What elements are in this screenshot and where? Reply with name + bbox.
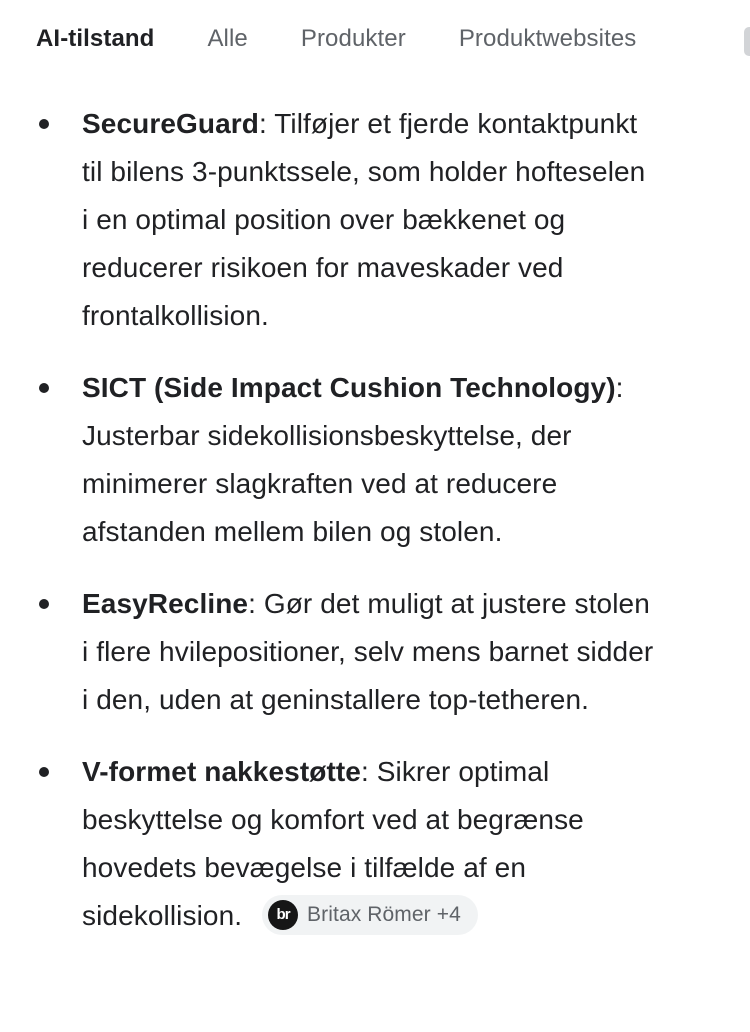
tab-produkter[interactable]: Produkter	[300, 25, 406, 52]
tab-bar	[0, 0, 750, 53]
bullet-icon	[39, 119, 49, 129]
feature-description: : Justerbar sidekollisionsbeskyttelse, der minimerer slagkraften ved at reducere afstanden mellem bilen og stolen.	[82, 372, 624, 547]
feature-bullet-list	[0, 100, 750, 940]
feature-description: : Sikrer optimal beskyttelse og komfort ved at begrænse hovedets bevægelse i tilfælde af en sidekollision.	[82, 756, 584, 931]
feature-description: : Gør det muligt at justere stolen i flere hvilepositioner, selv mens barnet sidder i den, uden at geninstallere top-tetheren.	[82, 588, 654, 715]
tab-alle[interactable]: Alle	[207, 25, 248, 52]
feature-term: SICT (Side Impact Cushion Technology)	[82, 372, 616, 403]
list-item	[36, 580, 656, 724]
list-item	[36, 364, 656, 556]
bullet-icon	[39, 383, 49, 393]
tab-produktwebsites[interactable]: Produktwebsites	[458, 25, 637, 52]
citation-label: Britax Römer +4	[307, 902, 461, 926]
list-item	[36, 100, 656, 340]
bullet-icon	[39, 767, 49, 777]
britax-logo-icon: br	[268, 900, 298, 930]
bullet-icon	[39, 599, 49, 609]
feature-term: EasyRecline	[82, 588, 249, 619]
feature-term: SecureGuard	[82, 108, 259, 139]
list-item	[36, 748, 656, 940]
tab-ai-tilstand[interactable]: AI-tilstand	[36, 25, 155, 52]
feature-description: : Tilføjer et fjerde kontaktpunkt til bilens 3-punktssele, som holder hofteselen i en optimal position over bækkenet og reducerer risikoen for maveskader ved frontalkollision.	[82, 108, 646, 331]
feature-term: V-formet nakkestøtte	[82, 756, 361, 787]
clipped-next-tab-fragment[interactable]	[744, 27, 750, 56]
citation-chip[interactable]	[262, 895, 478, 935]
